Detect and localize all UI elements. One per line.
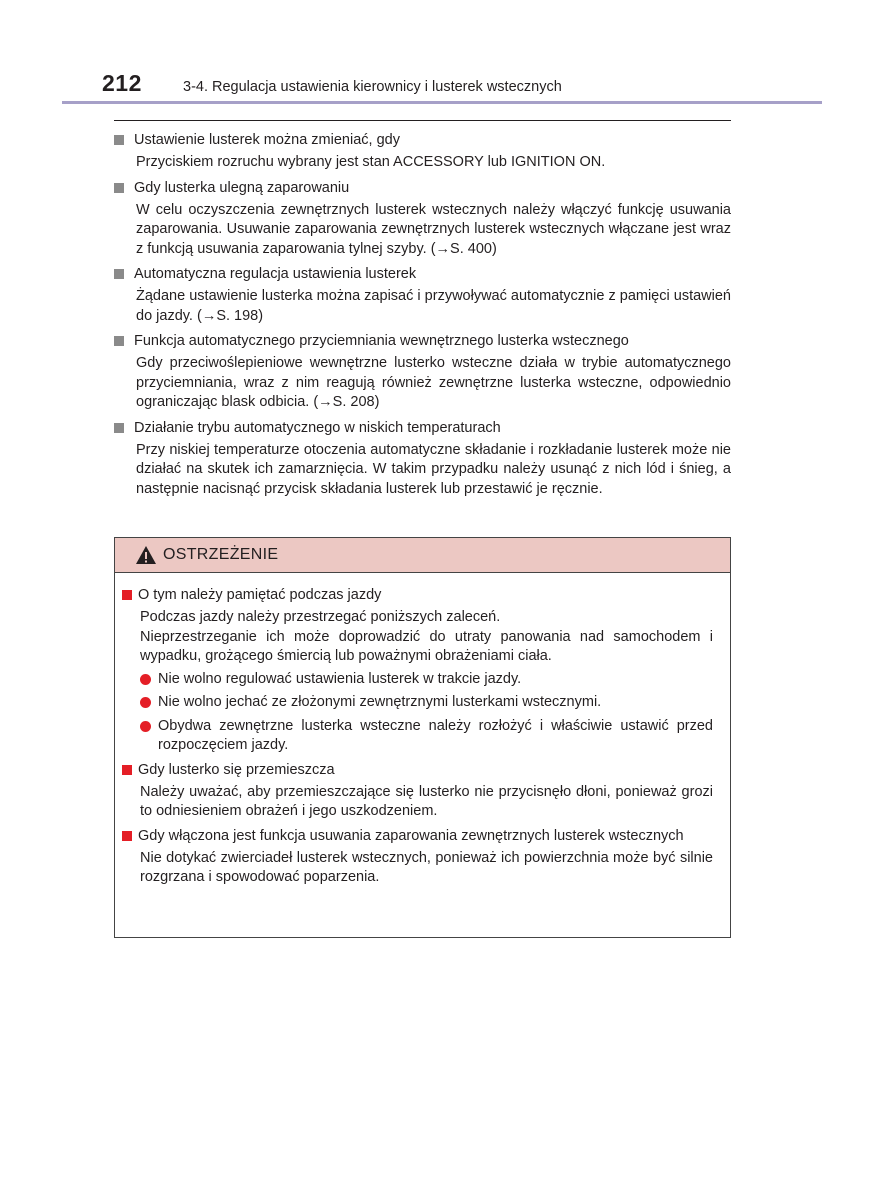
warning-section-title: O tym należy pamiętać podczas jazdy (138, 587, 382, 603)
warning-triangle-icon (135, 545, 157, 565)
warning-header (115, 538, 730, 573)
warning-title: OSTRZEŻENIE (163, 546, 279, 563)
warning-section (122, 760, 713, 822)
section-body: Przyciskiem rozruchu wybrany jest stan ACCESSORY lub IGNITION ON. (136, 154, 606, 170)
chapter-title: 3-4. Regulacja ustawienia kierownicy i lusterek wstecznych (183, 79, 562, 95)
info-section (114, 418, 731, 500)
red-square-icon (122, 831, 132, 841)
gray-square-icon (114, 269, 124, 279)
warning-section-title: Gdy włączona jest funkcja usuwania zaparowania zewnętrznych lusterek wstecznych (138, 827, 684, 844)
section-title: Automatyczna regulacja ustawienia lusterek (134, 266, 417, 282)
warning-section-title: Gdy lusterko się przemieszcza (138, 761, 335, 778)
list-item: Obydwa zewnętrzne lusterka wsteczne należy rozłożyć i właściwie ustawić przed rozpoczęciem jazdy. (140, 717, 713, 756)
info-section (114, 331, 731, 413)
warning-section-body: Należy uważać, aby przemieszczające się lusterko nie przycisnęło dłoni, ponieważ grozi to odniesieniem obrażeń i jego uszkodzeniem. (140, 783, 713, 819)
section-title: Działanie trybu automatycznego w niskich temperaturach (134, 419, 501, 436)
section-body: Przy niskiej temperaturze otoczenia automatyczne składanie i rozkładanie lusterek może nie działać na skutek ich zamarznięcia. W takim przypadku należy usunąć z nich lód i śnieg, a następnie nacisnąć przycisk składania lusterek lub przestawić je ręcznie. (136, 441, 731, 497)
warning-section-body: Podczas jazdy należy przestrzegać poniższych zaleceń. (140, 609, 501, 625)
warning-section (122, 826, 713, 888)
red-bullet-icon (140, 697, 151, 708)
warning-section-body: Nie dotykać zwierciadeł lusterek wstecznych, ponieważ ich powierzchnia może być silnie rozgrzana i spowodować poparzenia. (140, 849, 713, 885)
warning-section (122, 585, 713, 756)
section-body: W celu oczyszczenia zewnętrznych lusterek wstecznych należy włączyć funkcję usuwania zaparowania. Usuwanie zaparowania zewnętrznych lusterek wstecznych włączane jest wraz z funkcją usuwania zaparowania tylnej szyby. (→S. 400) (136, 201, 731, 257)
section-title: Ustawienie lusterek można zmieniać, gdy (134, 132, 400, 148)
warning-box (114, 537, 731, 938)
info-sections (114, 130, 731, 504)
gray-square-icon (114, 423, 124, 433)
info-section (114, 178, 731, 260)
warning-body (115, 573, 730, 888)
list-item: Nie wolno regulować ustawienia lusterek w trakcie jazdy. (140, 670, 713, 690)
section-title: Funkcja automatycznego przyciemniania wewnętrznego lusterka wstecznego (134, 333, 629, 349)
red-square-icon (122, 765, 132, 775)
header-rule (62, 101, 822, 104)
info-section (114, 264, 731, 326)
list-item: Nie wolno jechać ze złożonymi zewnętrznymi lusterkami wstecznymi. (140, 693, 713, 713)
section-body: Żądane ustawienie lusterka można zapisać i przywoływać automatycznie z pamięci ustawień do jazdy. (→S. 198) (136, 288, 731, 324)
content-rule (114, 120, 731, 121)
section-title: Gdy lusterka ulegną zaparowaniu (134, 179, 350, 196)
warning-section-body: Nieprzestrzeganie ich może doprowadzić do utraty panowania nad samochodem i wypadku, grożącego śmiercią lub poważnymi obrażeniami ciała. (140, 628, 713, 664)
red-bullet-icon (140, 674, 151, 685)
info-section (114, 130, 731, 173)
section-body: Gdy przeciwoślepieniowe wewnętrzne lusterko wsteczne działa w trybie automatycznego przyciemniania, wraz z nim reagują również zewnętrzne lusterka wsteczne, odpowiednio ograniczając blask odbicia. (→S. 208) (136, 355, 731, 410)
page-number: 212 (102, 70, 142, 96)
warning-bullet-list (140, 670, 713, 756)
red-bullet-icon (140, 721, 151, 732)
gray-square-icon (114, 336, 124, 346)
gray-square-icon (114, 183, 124, 193)
red-square-icon (122, 590, 132, 600)
gray-square-icon (114, 135, 124, 145)
